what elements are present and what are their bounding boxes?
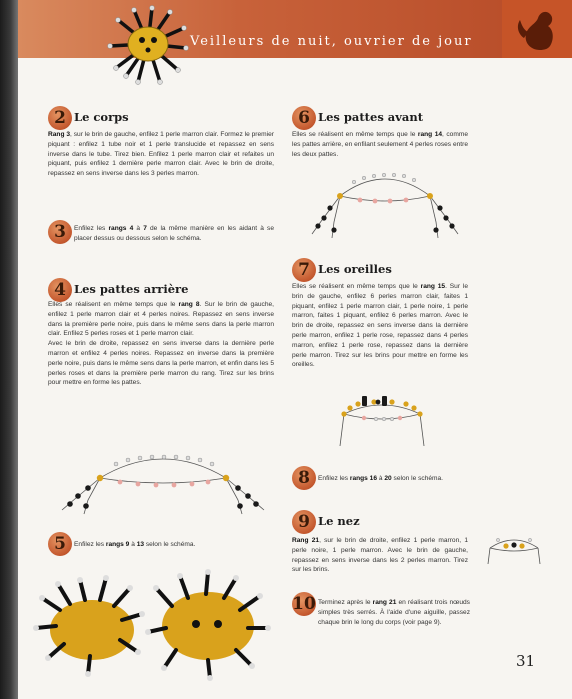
step-5-number: 5 [48,532,72,556]
step-7-number: 7 [292,258,316,282]
hedgehog-illustration-top [108,6,188,84]
step-2-number: 2 [48,106,72,130]
step-2-text [48,130,274,179]
step-2-lead: Rang 3 [48,131,71,138]
step-9-number: 9 [292,510,316,534]
step-3-text: Enfilez les rangs 4 à 7 de la même manière en les aidant à se placer dessus ou dessous selon le schéma. [74,225,274,242]
step-2-title: Le corps [74,110,129,124]
nose-diagram [484,528,544,568]
step-4-title: Les pattes arrière [74,282,189,296]
hedgehog-photos [30,570,270,680]
step-8-number: 8 [292,466,316,490]
step-10-text: Terminez après le rang 21 en réalisant trois nœuds simples très serrés. À l'aide d'une aiguille, passez chaque brin le long du corps (voir page 9). [318,599,470,626]
page-number: 31 [516,652,536,670]
step-4-number: 4 [48,278,72,302]
ears-diagram [334,392,430,450]
header-band [18,0,572,58]
squirrel-icon [510,4,560,54]
step-2-body: , sur le brin de gauche, enfilez 1 perle marron clair. Formez le premier piquant : enfilez 1 tube noir et 1 perle translucide et repassez en sens inverse dans le tube. Tirez bien. Enfilez 1 perle marron clair et refaites un piquant, puis enfilez 1 dernière perle marron clair. Avec le brin de droite, repassez en sens inverse dans les 3 perles marron. [48,131,274,178]
step-10-number: 10 [292,594,316,614]
header-title: Veilleurs de nuit, ouvrier de jour [190,34,473,49]
step-7-title: Les oreilles [318,262,392,276]
step-6-number: 6 [292,106,316,130]
step-6-text: Elles se réalisent en même temps que le rang 14, comme les pattes arrière, en enfilant seulement 4 perles roses entre les deux pattes. [292,131,468,158]
step-3-number: 3 [48,220,72,244]
step-7-text: Elles se réalisent en même temps que le rang 15. Sur le brin de gauche, enfilez 6 perles marron clair, faites 1 piquant, enfilez 1 perle marron clair, 1 perle noire, 1 perle marron, faites 1 piquant, enfilez 6 perles marron. Avec le brin de droite, repassez en sens inverse dans la dernière perle marron, enfilez 1 perle rose, repassez dans 4 perles marron, enfilez 1 perle rose, repassez dans la dernière perle marron. Tirez sur les brins pour mettre en forme les oreilles. [292,283,468,369]
step-6-title: Les pattes avant [318,110,424,124]
step-9-text: Rang 21, sur le brin de droite, enfilez 1 perle marron, 1 perle noire, 1 perle marron. Avec le brin de gauche, repassez en sens inverse dans les 2 perles marron. Tirez sur les brins. [292,537,468,574]
step-8-text: Enfilez les rangs 16 à 20 selon le schéma. [318,475,444,482]
step-4-text: Elles se réalisent en même temps que le rang 8. Sur le brin de gauche, enfilez 1 perle marron clair et 4 perles noires. Repassez en sens inverse dans la première perle noire, puis dans le même sens dans la perle marron clair. Enfilez 5 perles roses et 1 perle marron clair. Avec le brin de droite, repassez en sens inverse dans la dernière perle marron et enfilez 4 perles noires. Repassez en inverse dans la première perle noire, puis dans le même sens dans la perle marron, et enfin dans les 5 perles roses et dans la première perle marron du rang. Tirez sur les brins pour mettre en forme les pattes. [48,301,274,387]
step-5-text: Enfilez les rangs 9 à 13 selon le schéma. [74,541,196,548]
front-legs-diagram [310,168,460,244]
back-legs-diagram [58,448,268,520]
step-9-title: Le nez [318,514,360,528]
